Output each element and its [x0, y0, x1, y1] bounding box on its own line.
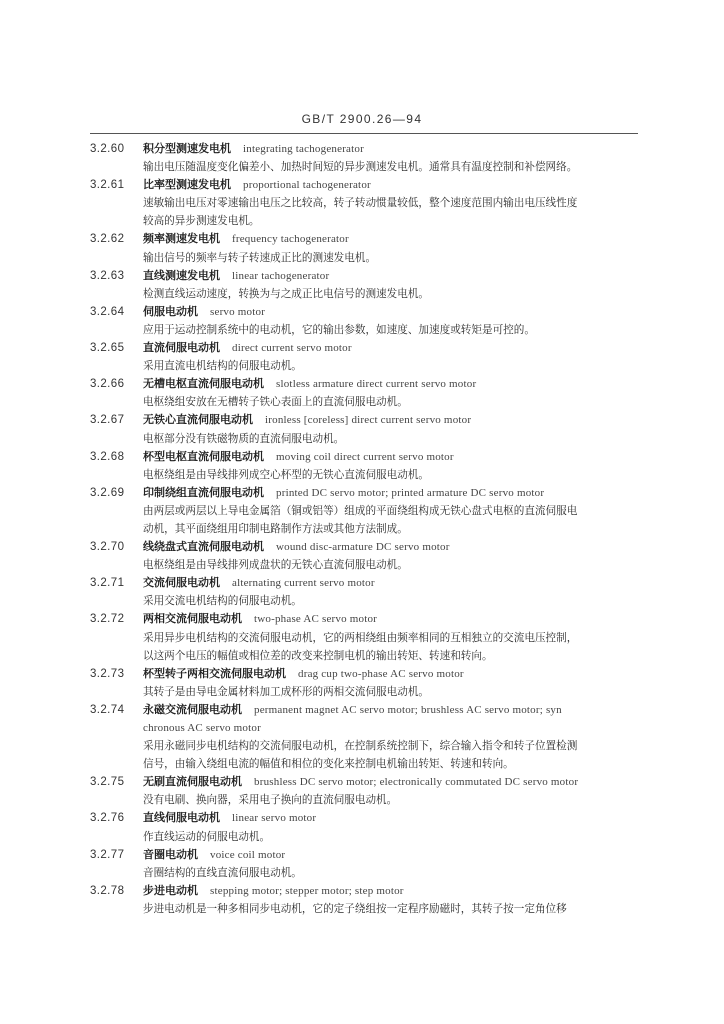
- term-title-line: [90, 610, 638, 628]
- term-chinese: 积分型测速发电机: [143, 142, 231, 155]
- term-title-line: [90, 339, 638, 357]
- term-title-line: [90, 140, 638, 158]
- term-definition-line: 电枢部分没有铁磁物质的直流伺服电动机。: [143, 432, 345, 445]
- term-entry: [90, 538, 638, 574]
- clause-number: 3.2.74: [90, 703, 125, 716]
- clause-number: 3.2.63: [90, 269, 125, 282]
- term-title-line: [90, 230, 638, 248]
- term-title-line: [90, 448, 638, 466]
- term-definition-line: 输出电压随温度变化偏差小、加热时间短的异步测速发电机。通常具有温度控制和补偿网络。: [143, 161, 578, 174]
- term-definition-line: 信号，由输入绕组电流的幅值和相位的变化来控制电机输出转矩、转速和转向。: [143, 758, 514, 771]
- clause-number: 3.2.60: [90, 143, 125, 155]
- term-chinese: 交流伺服电动机: [143, 576, 220, 590]
- term-title-line: [90, 484, 638, 502]
- term-chinese: 无刷直流伺服电动机: [143, 775, 242, 789]
- term-english: ironless [coreless] direct current servo motor: [265, 414, 472, 427]
- term-entry: [90, 665, 638, 701]
- term-chinese: 无槽电枢直流伺服电动机: [143, 377, 264, 391]
- term-title-line: [90, 574, 638, 592]
- term-definition-line: 音圈结构的直线直流伺服电动机。: [143, 866, 302, 879]
- term-entry: [90, 773, 638, 809]
- term-title-line: [90, 882, 638, 900]
- clause-number: 3.2.61: [90, 179, 125, 192]
- term-english: direct current servo motor: [232, 342, 352, 355]
- clause-number: 3.2.66: [90, 378, 125, 391]
- term-definition-line: 采用交流电机结构的伺服电动机。: [143, 595, 302, 608]
- term-english: wound disc-armature DC servo motor: [276, 541, 450, 554]
- clause-number: 3.2.75: [90, 776, 125, 789]
- term-chinese: 比率型测速发电机: [143, 178, 231, 192]
- term-english: servo motor: [210, 305, 266, 318]
- term-chinese: 直线测速发电机: [143, 268, 220, 282]
- term-entry: [90, 846, 638, 882]
- term-title-line: [90, 773, 638, 791]
- term-definition-line: 由两层或两层以上导电金属箔（铜或铝等）组成的平面绕组构成无铁心盘式电枢的直流伺服电: [143, 504, 578, 517]
- term-definition-line: 检测直线运动速度，转换为与之成正比电信号的测速发电机。: [143, 287, 430, 300]
- term-definition-line: 输出信号的频率与转子转速成正比的测速发电机。: [143, 251, 377, 264]
- clause-number: 3.2.69: [90, 486, 125, 499]
- clause-number: 3.2.77: [90, 848, 125, 861]
- term-definition-line: 动机，其平面绕组用印制电路制作方法或其他方法制成。: [143, 522, 408, 535]
- clause-number: 3.2.68: [90, 450, 125, 463]
- term-entry: [90, 176, 638, 230]
- term-english: moving coil direct current servo motor: [276, 450, 454, 463]
- term-english: stepping motor; stepper motor; step motor: [210, 884, 404, 897]
- term-definition-line: 电枢绕组是由导线排列成盘状的无铁心直流伺服电动机。: [143, 559, 408, 572]
- term-title-line: [90, 809, 638, 827]
- term-english: brushless DC servo motor; electronically commutated DC servo motor: [254, 776, 579, 789]
- term-english: linear tachogenerator: [232, 269, 330, 282]
- term-entry: [90, 701, 638, 773]
- clause-number: 3.2.72: [90, 613, 125, 626]
- page-header: [0, 112, 724, 126]
- term-title-line: [90, 411, 638, 429]
- term-definition-line: 以这两个电压的幅值或相位差的改变来控制电机的输出转矩、转速和转向。: [143, 649, 493, 662]
- clause-number: 3.2.70: [90, 541, 125, 554]
- term-entry: [90, 375, 638, 411]
- clause-number: 3.2.71: [90, 577, 125, 590]
- term-english-cont-text: chronous AC servo motor: [143, 722, 261, 734]
- term-english: printed DC servo motor; printed armature DC servo motor: [276, 486, 545, 499]
- term-chinese: 两相交流伺服电动机: [143, 612, 242, 626]
- term-english: linear servo motor: [232, 812, 317, 825]
- clause-number: 3.2.76: [90, 812, 125, 825]
- term-definition-line: 其转子是由导电金属材料加工成杯形的两相交流伺服电动机。: [143, 685, 430, 698]
- term-entry: [90, 230, 638, 266]
- term-entry: [90, 610, 638, 664]
- term-chinese: 直流伺服电动机: [143, 341, 220, 355]
- term-title-line: [90, 267, 638, 285]
- term-english: drag cup two-phase AC servo motor: [298, 667, 464, 680]
- term-chinese: 步进电动机: [143, 883, 198, 897]
- term-entry: [90, 140, 638, 176]
- clause-number: 3.2.73: [90, 667, 125, 680]
- term-entry: [90, 448, 638, 484]
- term-english-continuation: [90, 719, 638, 737]
- term-title-line: [90, 303, 638, 321]
- term-chinese: 无铁心直流伺服电动机: [143, 413, 253, 427]
- term-chinese: 线绕盘式直流伺服电动机: [143, 540, 264, 554]
- standard-code: GB/T 2900.26—94: [301, 112, 423, 126]
- term-chinese: 印制绕组直流伺服电动机: [143, 485, 264, 499]
- term-entry: [90, 484, 638, 538]
- term-chinese: 永磁交流伺服电动机: [143, 702, 242, 716]
- term-definition-line: 电枢绕组安放在无槽转子铁心表面上的直流伺服电动机。: [143, 396, 408, 409]
- term-english: alternating current servo motor: [232, 577, 375, 590]
- term-english: permanent magnet AC servo motor; brushless AC servo motor; syn: [254, 703, 562, 716]
- term-title-line: [90, 846, 638, 864]
- term-entry: [90, 339, 638, 375]
- term-entry: [90, 411, 638, 447]
- term-entry: [90, 882, 638, 918]
- term-entry: [90, 809, 638, 845]
- term-english: voice coil motor: [210, 848, 286, 861]
- term-definition-line: 步进电动机是一种多相同步电动机，它的定子绕组按一定程序励磁时，其转子按一定角位移: [143, 902, 567, 915]
- term-title-line: [90, 375, 638, 393]
- term-definition-line: 采用直流电机结构的伺服电动机。: [143, 360, 302, 373]
- term-entry: [90, 267, 638, 303]
- term-definition-line: 采用永磁同步电机结构的交流伺服电动机，在控制系统控制下，综合输入指令和转子位置检测: [143, 740, 578, 753]
- term-definition-line: 应用于运动控制系统中的电动机，它的输出参数，如速度、加速度或转矩是可控的。: [143, 323, 535, 336]
- term-chinese: 音圈电动机: [143, 847, 198, 861]
- term-entry: [90, 303, 638, 339]
- term-title-line: [90, 176, 638, 194]
- term-english: proportional tachogenerator: [243, 179, 371, 192]
- term-title-line: [90, 538, 638, 556]
- clause-number: 3.2.65: [90, 342, 125, 355]
- term-chinese: 直线伺服电动机: [143, 811, 220, 825]
- term-definition-line: 采用异步电机结构的交流伺服电动机，它的两相绕组由频率相同的互相独立的交流电压控制，: [143, 631, 578, 644]
- header-rule: [90, 133, 638, 134]
- term-english: integrating tachogenerator: [243, 143, 364, 155]
- term-title-line: [90, 665, 638, 683]
- term-chinese: 伺服电动机: [143, 304, 198, 318]
- clause-number: 3.2.78: [90, 884, 125, 897]
- entries-list: [90, 140, 638, 918]
- term-definition-line: 较高的异步测速发电机。: [143, 215, 260, 228]
- term-chinese: 频率测速发电机: [143, 232, 220, 246]
- term-chinese: 杯型电枢直流伺服电动机: [143, 449, 264, 463]
- term-definition-line: 电枢绕组是由导线排列成空心杯型的无铁心直流伺服电动机。: [143, 468, 430, 481]
- term-english: frequency tachogenerator: [232, 233, 349, 246]
- term-entry: [90, 574, 638, 610]
- term-english: slotless armature direct current servo motor: [276, 378, 477, 391]
- term-english: two-phase AC servo motor: [254, 613, 378, 626]
- term-definition-line: 速敏输出电压对零速输出电压之比较高，转子转动惯量较低，整个速度范围内输出电压线性度: [143, 197, 578, 210]
- clause-number: 3.2.62: [90, 233, 125, 246]
- term-definition-line: 作直线运动的伺服电动机。: [143, 830, 271, 843]
- term-definition-line: 没有电刷、换向器，采用电子换向的直流伺服电动机。: [143, 794, 398, 807]
- term-title-line: [90, 701, 638, 719]
- clause-number: 3.2.64: [90, 305, 125, 318]
- term-chinese: 杯型转子两相交流伺服电动机: [143, 666, 286, 680]
- clause-number: 3.2.67: [90, 414, 125, 427]
